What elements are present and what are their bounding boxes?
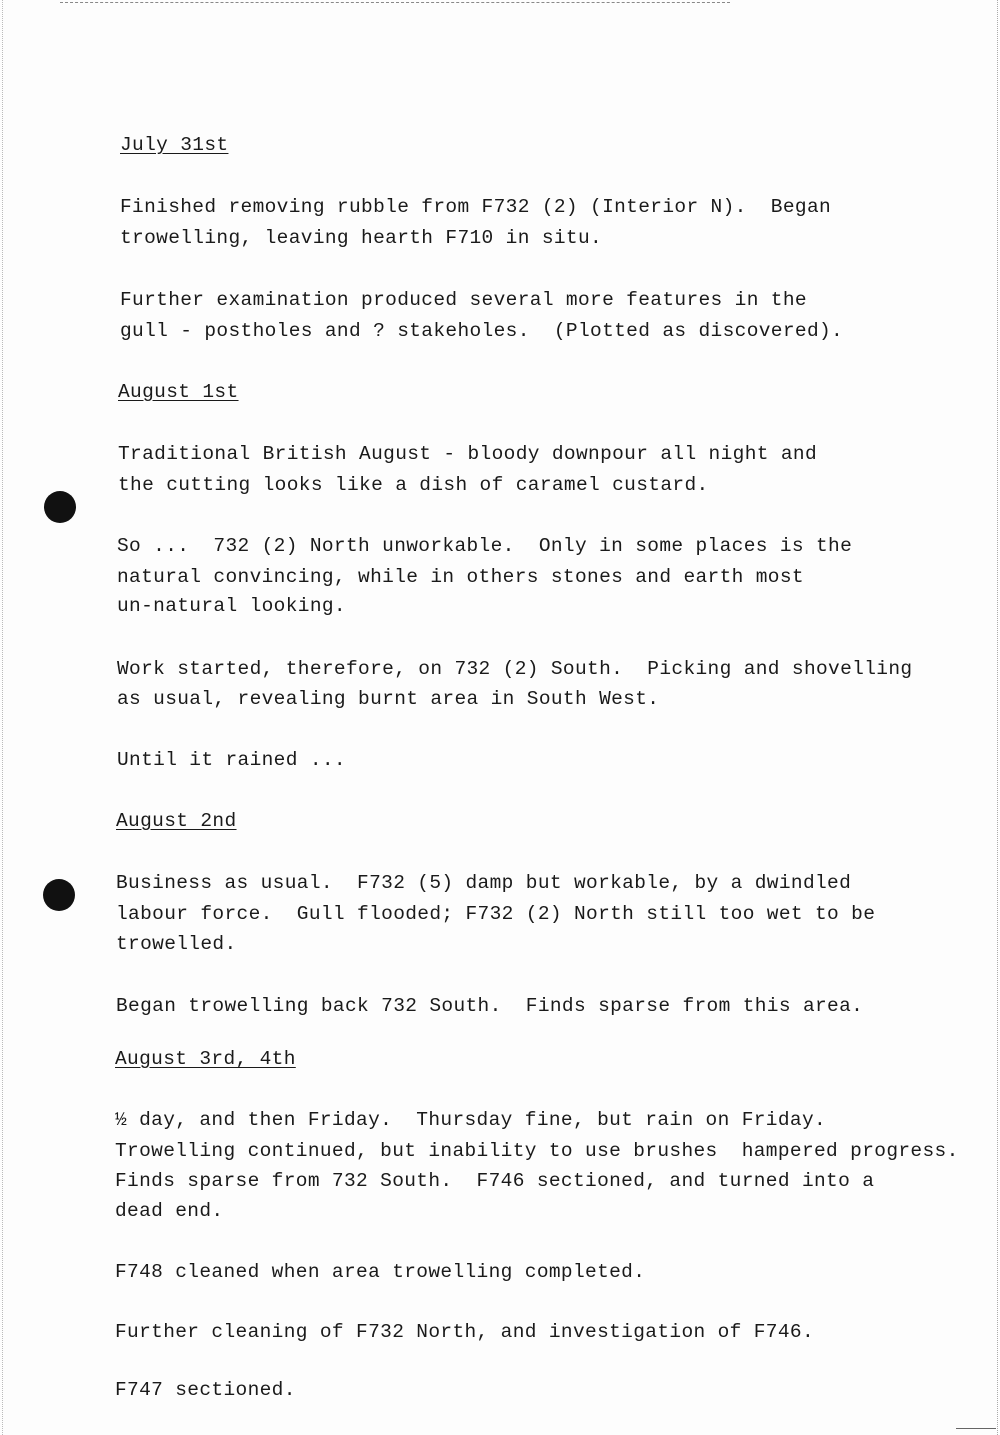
text-line: Further examination produced several more features in the [120, 289, 807, 311]
entry-date: July 31st [120, 134, 229, 156]
punch-hole-top [44, 491, 76, 523]
text-line: un-natural looking. [117, 595, 346, 617]
text-line: ½ day, and then Friday. Thursday fine, but rain on Friday. [115, 1109, 827, 1131]
text-line: labour force. Gull flooded; F732 (2) North still too wet to be [116, 903, 876, 925]
entry-date: August 3rd, 4th [115, 1048, 296, 1070]
text-line: gull - postholes and ? stakeholes. (Plotted as discovered). [120, 320, 844, 342]
text-line: the cutting looks like a dish of caramel custard. [118, 474, 709, 496]
entry-date: August 1st [118, 381, 239, 403]
text-line: Finds sparse from 732 South. F746 sectioned, and turned into a [115, 1170, 875, 1192]
text-line: Work started, therefore, on 732 (2) South. Picking and shovelling [117, 658, 913, 680]
text-line: Trowelling continued, but inability to use brushes hampered progress. [115, 1140, 959, 1162]
entry-date: August 2nd [116, 810, 237, 832]
text-line: F748 cleaned when area trowelling completed. [115, 1261, 646, 1283]
text-line: Business as usual. F732 (5) damp but workable, by a dwindled [116, 872, 852, 894]
text-line: trowelled. [116, 933, 237, 955]
text-line: Finished removing rubble from F732 (2) (Interior N). Began [120, 196, 832, 218]
corner-mark [956, 1408, 996, 1429]
text-line: trowelling, leaving hearth F710 in situ. [120, 227, 603, 249]
text-line: as usual, revealing burnt area in South West. [117, 688, 660, 710]
text-line: Further cleaning of F732 North, and investigation of F746. [115, 1321, 815, 1343]
text-line: Began trowelling back 732 South. Finds sparse from this area. [116, 995, 864, 1017]
right-edge [997, 0, 998, 1435]
top-rule [60, 2, 730, 3]
text-line: So ... 732 (2) North unworkable. Only in some places is the [117, 535, 853, 557]
left-edge [2, 0, 3, 1435]
text-line: Until it rained ... [117, 749, 346, 771]
text-line: F747 sectioned. [115, 1379, 296, 1401]
text-line: natural convincing, while in others stones and earth most [117, 566, 804, 588]
punch-hole-bottom [43, 879, 75, 911]
text-line: Traditional British August - bloody downpour all night and [118, 443, 818, 465]
text-line: dead end. [115, 1200, 224, 1222]
